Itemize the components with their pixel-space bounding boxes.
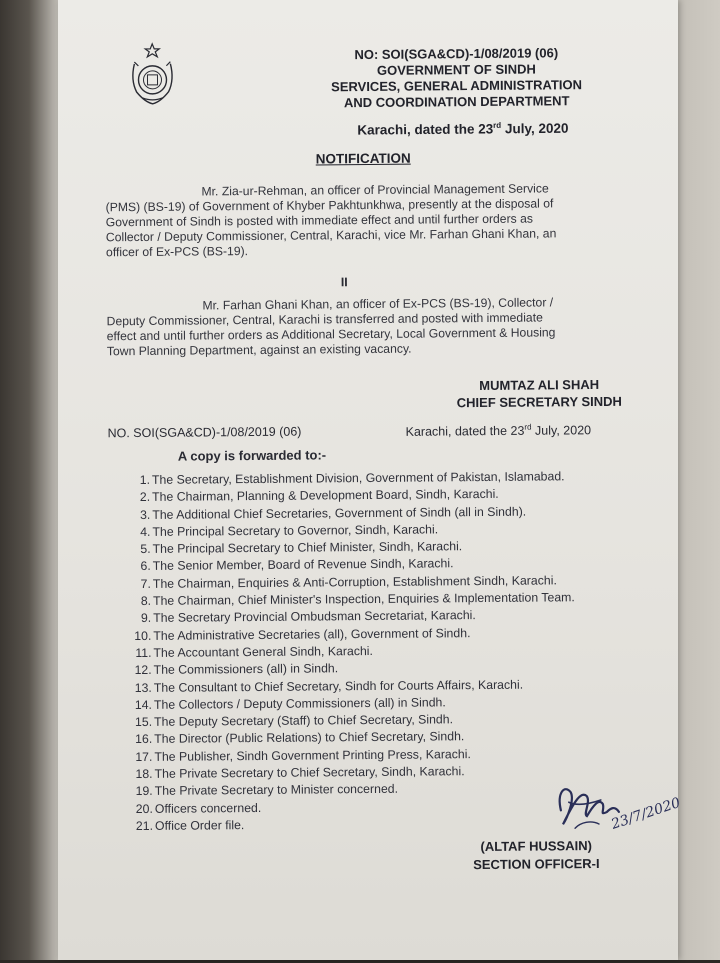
list-item-number: 3.	[139, 507, 151, 522]
paragraph-line: Government of Sindh is posted with immediate effect and until further orders as	[105, 211, 534, 230]
list-item-number: 11.	[135, 645, 152, 661]
signer-title: CHIEF SECRETARY SINDH	[456, 393, 622, 411]
forwarding-date-prefix: Karachi, dated the 23	[405, 423, 525, 439]
list-item-text: The Administrative Secretaries (all), Government of Sindh.	[153, 625, 471, 643]
paragraph-line: officer of Ex-PCS (BS-19).	[105, 244, 249, 260]
list-item-number: 18.	[135, 766, 153, 782]
list-item-number: 12.	[134, 663, 152, 678]
list-item-number: 2.	[139, 490, 151, 505]
list-item-number: 1.	[139, 472, 151, 487]
list-item-text: The Principal Secretary to Governor, Sindh, Karachi.	[152, 522, 439, 539]
list-item-number: 19.	[135, 784, 153, 799]
notification-title: NOTIFICATION	[315, 150, 411, 167]
paragraph-line: Deputy Commissioner, Central, Karachi is transferred and posted with immediate	[106, 310, 543, 329]
list-item-text: The Accountant General Sindh, Karachi.	[153, 643, 373, 660]
list-item-number: 15.	[134, 715, 153, 730]
date-rest: July, 2020	[501, 120, 569, 137]
forwarding-reference-number: NO. SOI(SGA&CD)-1/08/2019 (06)	[107, 424, 302, 441]
forwarding-heading: A copy is forwarded to:-	[177, 447, 327, 464]
list-item-text: Officers concerned.	[154, 800, 262, 816]
paragraph-line: effect and until further orders as Additional Secretary, Local Government & Housing	[106, 325, 556, 344]
list-item-text: The Private Secretary to Chief Secretary, Sindh, Karachi.	[154, 764, 465, 781]
list-item-text: The Commissioners (all) in Sindh.	[153, 661, 339, 678]
list-item-text: The Secretary, Establishment Division, Government of Pakistan, Islamabad.	[151, 469, 565, 487]
forwarding-date-rest: July, 2020	[531, 423, 592, 438]
paragraph-2	[106, 295, 633, 360]
handwritten-date: 23/7/2020	[609, 794, 683, 833]
list-item-number: 7.	[140, 576, 151, 591]
list-item-number: 21.	[135, 818, 154, 833]
signer-name: MUMTAZ ALI SHAH	[479, 376, 600, 394]
list-item-text: The Additional Chief Secretaries, Government of Sindh (all in Sindh).	[152, 504, 527, 522]
section-officer-block	[446, 837, 626, 875]
list-item-text: The Director (Public Relations) to Chief Secretary, Sindh.	[154, 729, 465, 747]
chief-secretary-signature-block	[439, 376, 639, 412]
list-item-text: The Publisher, Sindh Government Printing Press, Karachi.	[154, 746, 471, 764]
list-item-number: 10.	[134, 628, 152, 643]
list-item-number: 6.	[140, 559, 151, 574]
date-ordinal: rd	[493, 120, 502, 130]
notification-date	[313, 120, 613, 138]
letterhead	[286, 45, 627, 112]
paragraph-line: Town Planning Department, against an existing vacancy.	[106, 341, 412, 359]
date-prefix: Karachi, dated the 23	[357, 121, 494, 138]
sindh-government-emblem-icon	[120, 42, 185, 107]
list-item-number: 14.	[134, 697, 153, 712]
list-item-number: 13.	[134, 680, 152, 695]
paragraph-line: Collector / Deputy Commissioner, Central, Karachi, vice Mr. Farhan Ghani Khan, an	[105, 226, 557, 245]
list-item-text: The Chairman, Enquiries & Anti-Corruption, Establishment Sindh, Karachi.	[152, 573, 557, 591]
paragraph-line: Mr. Zia-ur-Rehman, an officer of Provincial Management Service	[201, 181, 549, 199]
list-item-text: The Deputy Secretary (Staff) to Chief Secretary, Sindh.	[154, 712, 454, 730]
officer-name: (ALTAF HUSSAIN)	[480, 838, 592, 855]
list-item-number: 20.	[135, 801, 153, 816]
list-item-text: The Chairman, Chief Minister's Inspection, Enquiries & Implementation Team.	[152, 590, 575, 608]
list-item-text: The Senior Member, Board of Revenue Sindh, Karachi.	[152, 556, 454, 574]
officer-title: SECTION OFFICER-I	[473, 855, 600, 873]
document-content	[54, 0, 682, 963]
list-item-number: 16.	[135, 732, 153, 747]
forwarding-date	[406, 422, 592, 439]
forwarding-date-ordinal: rd	[524, 422, 532, 432]
list-item-number: 4.	[140, 524, 151, 539]
document-page	[58, 0, 683, 960]
list-item-text: The Secretary Provincial Ombudsman Secretariat, Karachi.	[153, 608, 476, 626]
list-item-text: The Consultant to Chief Secretary, Sindh for Courts Affairs, Karachi.	[153, 677, 524, 695]
list-item-number: 17.	[135, 749, 153, 764]
paragraph-line: (PMS) (BS-19) of Government of Khyber Pakhtunkhwa, presently at the disposal of	[105, 196, 554, 215]
list-item-text: The Collectors / Deputy Commissioners (all) in Sindh.	[153, 695, 446, 712]
paragraph-1	[105, 181, 632, 261]
paragraph-line: Mr. Farhan Ghani Khan, an officer of Ex-PCS (BS-19), Collector /	[202, 295, 554, 313]
section-numeral: II	[340, 275, 348, 290]
file-number: NO: SOI(SGA&CD)-1/08/2019 (06)	[354, 45, 559, 63]
list-item-text: The Private Secretary to Minister concerned.	[154, 782, 399, 799]
department-line-1: SERVICES, GENERAL ADMINISTRATION	[331, 77, 583, 95]
list-item-number: 8.	[140, 593, 152, 609]
department-line-2: AND COORDINATION DEPARTMENT	[343, 93, 570, 111]
list-item-text: The Principal Secretary to Chief Minister, Sindh, Karachi.	[152, 539, 463, 557]
list-item-number: 9.	[140, 611, 152, 626]
government-name: GOVERNMENT OF SINDH	[376, 61, 536, 78]
list-item-number: 5.	[140, 542, 151, 557]
list-item-text: The Chairman, Planning & Development Board, Sindh, Karachi.	[152, 487, 499, 505]
list-item-text: Office Order file.	[154, 818, 245, 833]
